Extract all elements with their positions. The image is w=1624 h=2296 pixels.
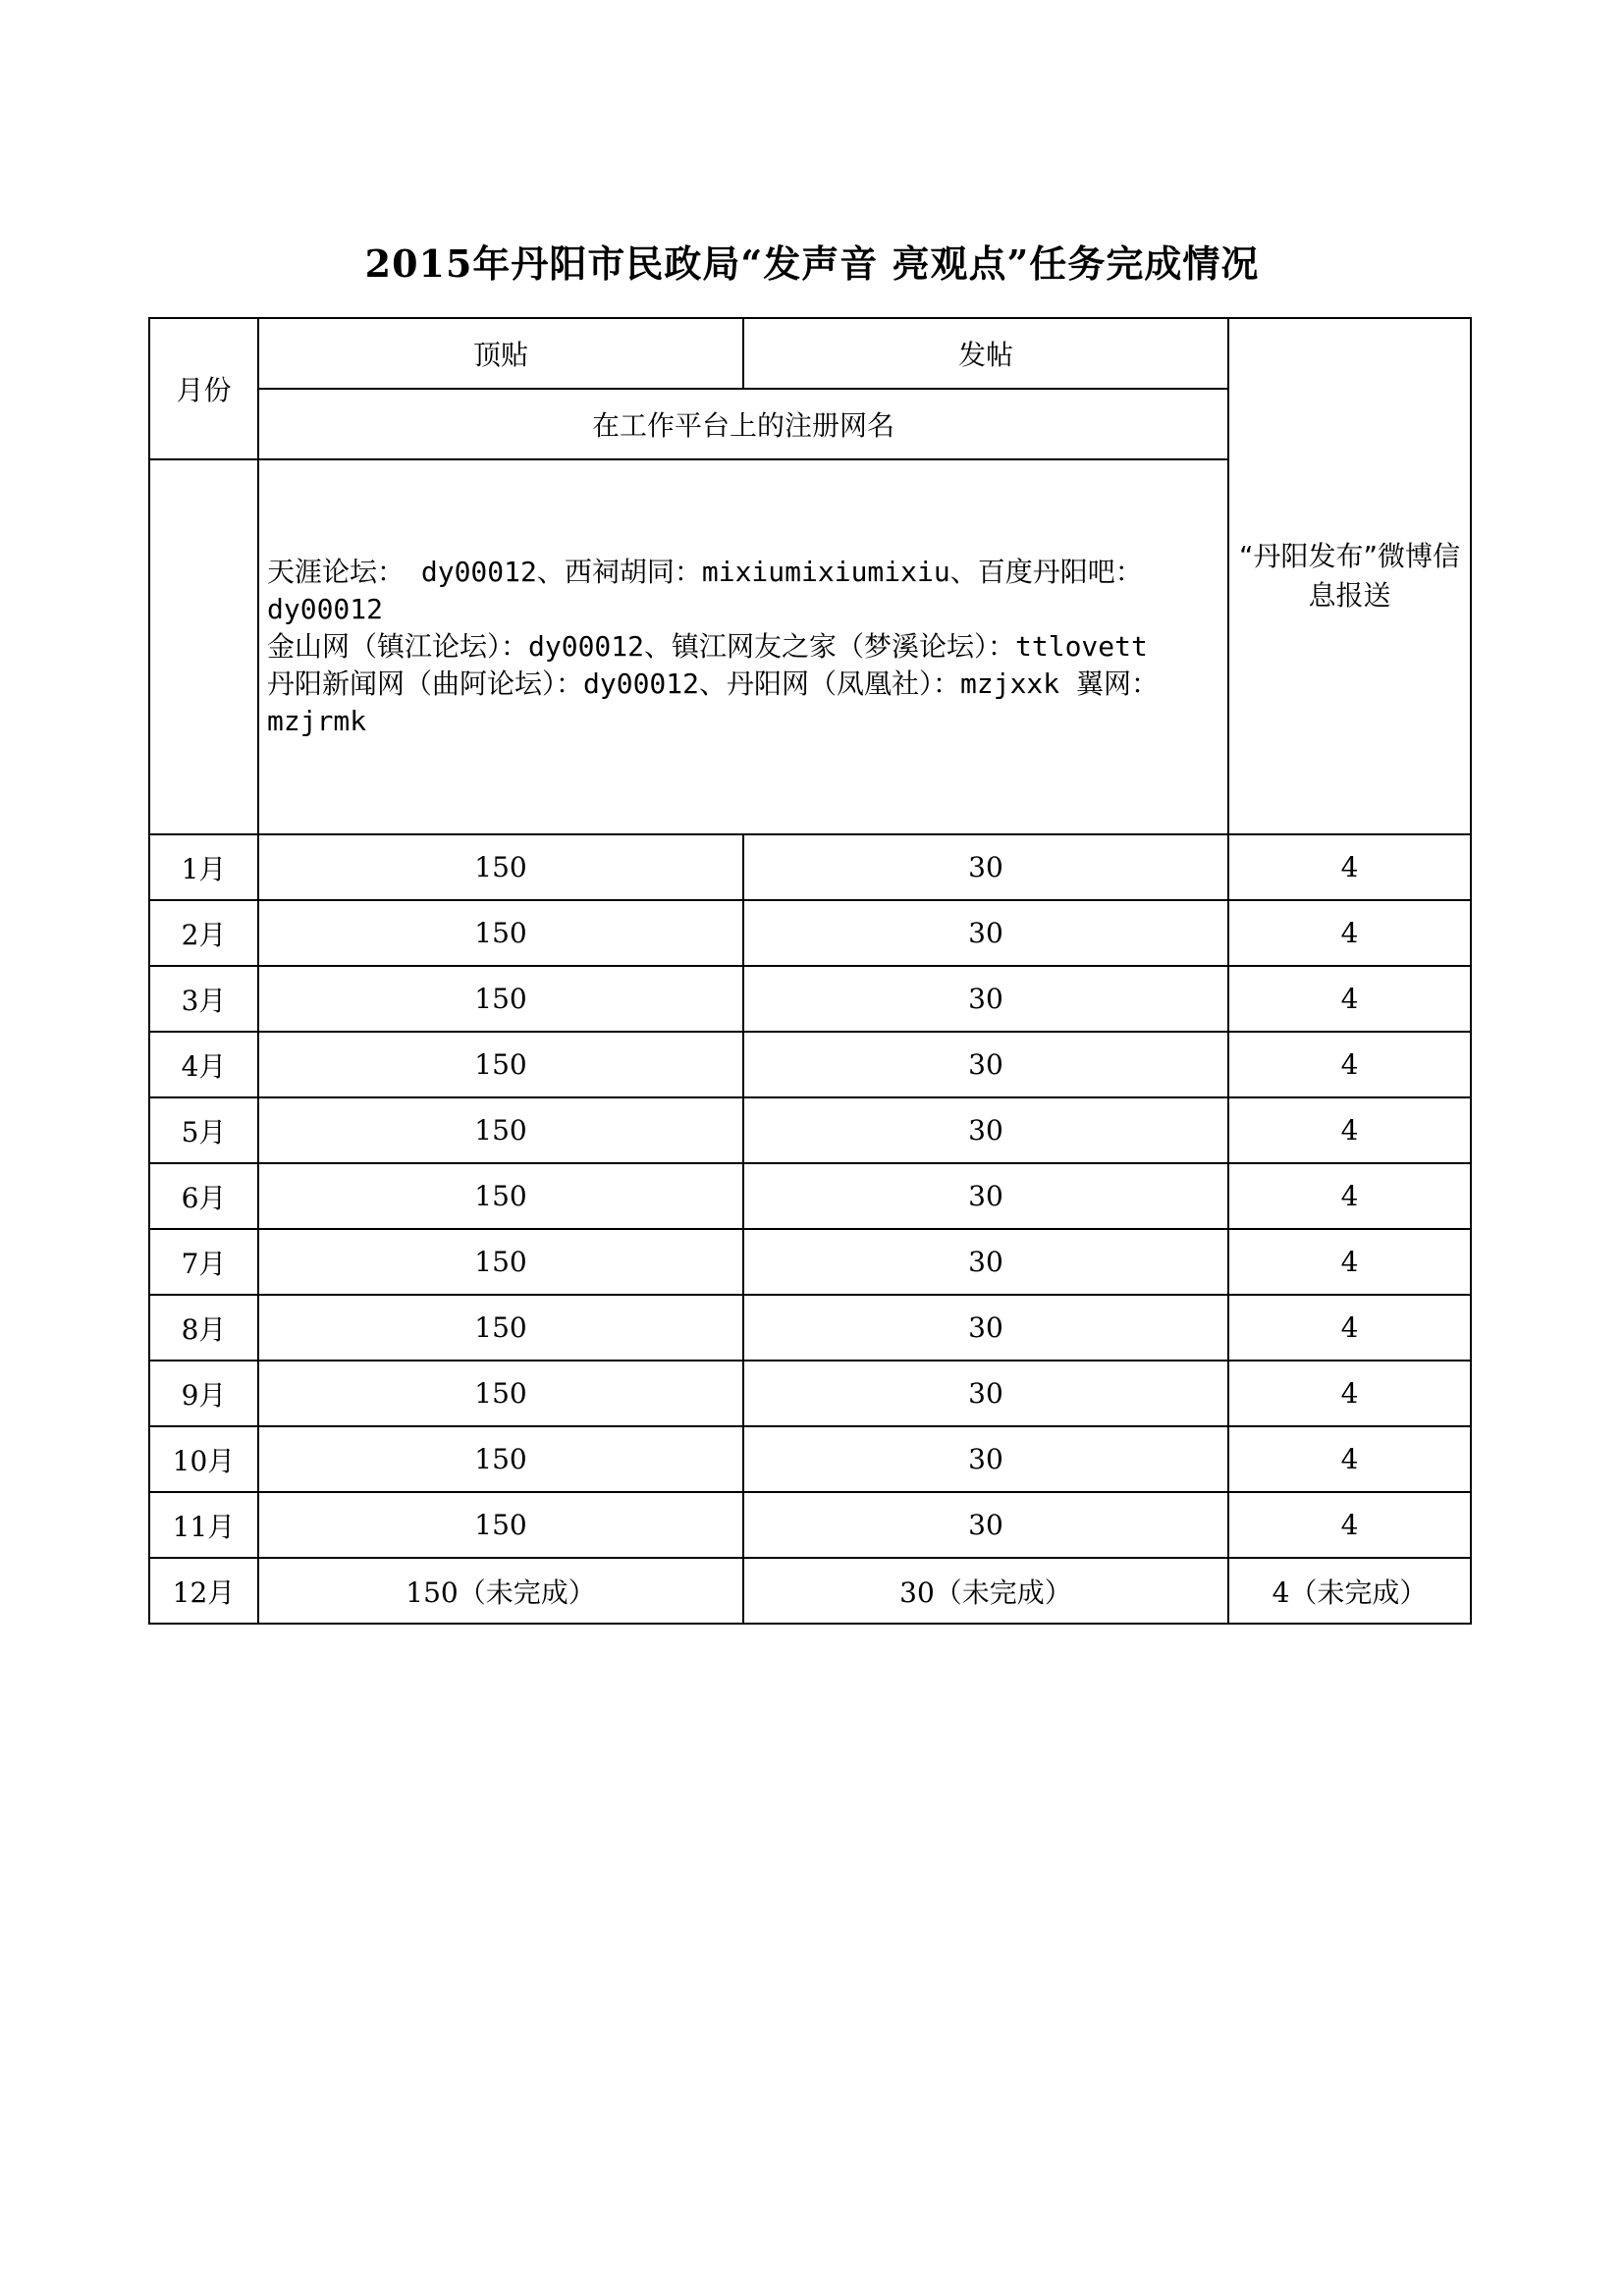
weibo-cell: 4 [1228,1032,1471,1097]
top-post-cell: 150 [258,1032,743,1097]
month-cell: 3月 [149,966,258,1032]
post-cell: 30 [743,834,1228,900]
top-post-cell: 150 [258,834,743,900]
table-row [149,1492,1471,1558]
table-row [149,1032,1471,1097]
post-cell: 30 [743,1032,1228,1097]
accounts-cell [258,459,1228,834]
header-top-post: 顶贴 [258,318,743,389]
account-line: 金山网（镇江论坛）：dy00012、镇江网友之家（梦溪论坛）：ttlovett [267,630,1148,663]
month-cell: 4月 [149,1032,258,1097]
document-title: 2015年丹阳市民政局“发声音 亮观点”任务完成情况 [364,241,1260,286]
header-registered-names: 在工作平台上的注册网名 [258,389,1228,459]
month-cell: 12月 [149,1558,258,1624]
month-cell: 8月 [149,1295,258,1361]
weibo-cell: 4 [1228,1163,1471,1229]
header-month: 月份 [149,318,258,459]
top-post-cell: 150 [258,1163,743,1229]
weibo-cell: 4 [1228,1229,1471,1295]
month-cell: 1月 [149,834,258,900]
table-row [149,1361,1471,1426]
month-cell: 5月 [149,1097,258,1163]
table-row [149,1295,1471,1361]
weibo-cell: 4 [1228,1361,1471,1426]
post-cell: 30（未完成） [743,1558,1228,1624]
table-row [149,966,1471,1032]
header-row [149,318,1471,389]
table-row [149,1426,1471,1492]
post-cell: 30 [743,1229,1228,1295]
data-rows [149,834,1471,1624]
top-post-cell: 150（未完成） [258,1558,743,1624]
top-post-cell: 150 [258,1097,743,1163]
top-post-cell: 150 [258,1361,743,1426]
header-weibo: “丹阳发布”微博信息报送 [1228,318,1471,834]
weibo-cell: 4 [1228,966,1471,1032]
accounts-month-empty [149,459,258,834]
header-post: 发帖 [743,318,1228,389]
table-row [149,900,1471,966]
table-row [149,834,1471,900]
table-row [149,1163,1471,1229]
post-cell: 30 [743,1361,1228,1426]
account-line: 天涯论坛： dy00012、西祠胡同：mixiumixiumixiu、百度丹阳吧：dy00012 [267,556,1143,625]
table-row [149,1229,1471,1295]
weibo-cell: 4 [1228,900,1471,966]
account-line: 丹阳新闻网（曲阿论坛）：dy00012、丹阳网（凤凰社）：mzjxxk 翼网：mzjrmk [267,667,1160,737]
top-post-cell: 150 [258,900,743,966]
month-cell: 7月 [149,1229,258,1295]
task-completion-table [148,317,1472,1625]
post-cell: 30 [743,1492,1228,1558]
top-post-cell: 150 [258,1426,743,1492]
table-row [149,1097,1471,1163]
top-post-cell: 150 [258,1492,743,1558]
weibo-cell: 4 [1228,834,1471,900]
post-cell: 30 [743,900,1228,966]
table-row [149,1558,1471,1624]
post-cell: 30 [743,1295,1228,1361]
weibo-cell: 4 [1228,1295,1471,1361]
weibo-cell: 4 [1228,1492,1471,1558]
month-cell: 9月 [149,1361,258,1426]
month-cell: 11月 [149,1492,258,1558]
month-cell: 10月 [149,1426,258,1492]
top-post-cell: 150 [258,1229,743,1295]
weibo-cell: 4（未完成） [1228,1558,1471,1624]
post-cell: 30 [743,1163,1228,1229]
weibo-cell: 4 [1228,1426,1471,1492]
top-post-cell: 150 [258,966,743,1032]
post-cell: 30 [743,1426,1228,1492]
post-cell: 30 [743,966,1228,1032]
post-cell: 30 [743,1097,1228,1163]
month-cell: 2月 [149,900,258,966]
weibo-cell: 4 [1228,1097,1471,1163]
month-cell: 6月 [149,1163,258,1229]
top-post-cell: 150 [258,1295,743,1361]
